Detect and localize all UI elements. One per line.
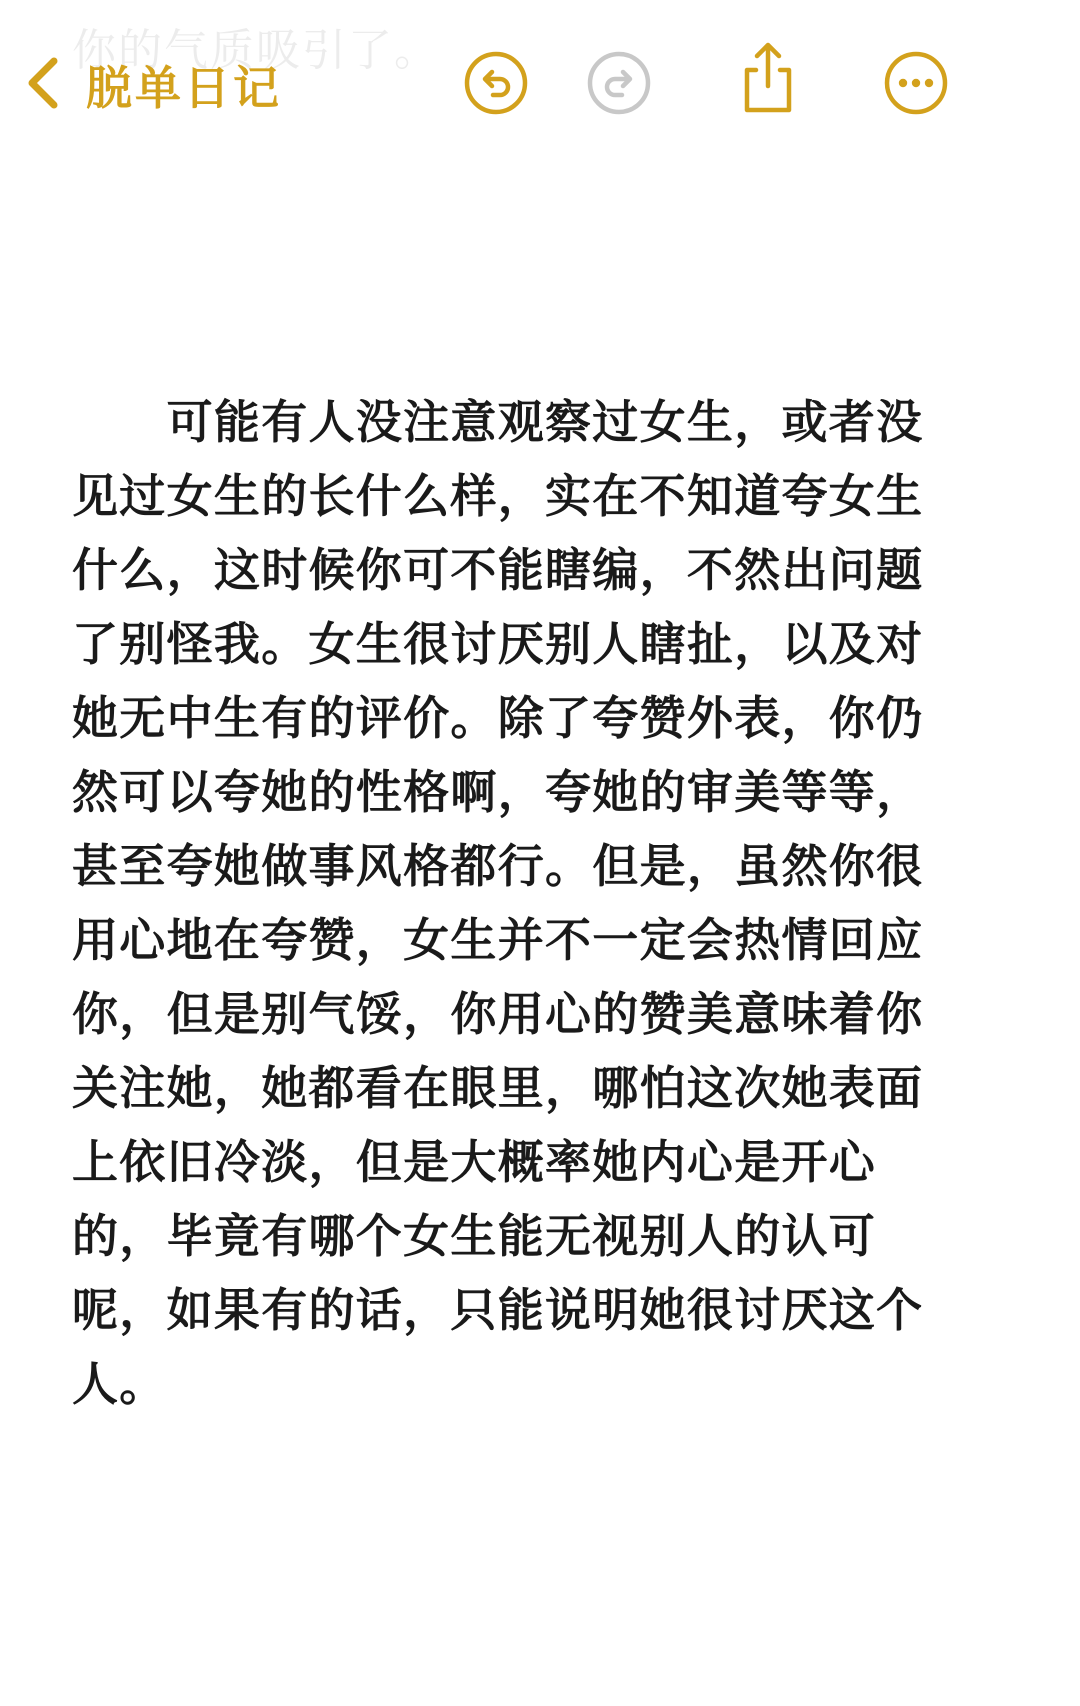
- note-line: 可能有人没注意观察过女生，或者没: [72, 395, 924, 449]
- chevron-left-icon: [24, 55, 64, 115]
- note-line: 用心地在夸赞，女生并不一定会热情回应: [72, 913, 924, 967]
- share-icon: [735, 40, 801, 116]
- note-line: 呢，如果有的话，只能说明她很讨厌这个: [72, 1283, 924, 1337]
- note-line: 你，但是别气馁，你用心的赞美意味着你: [72, 987, 924, 1041]
- note-line: 见过女生的长什么样，实在不知道夸女生: [72, 469, 924, 523]
- note-line: 人。: [72, 1357, 167, 1411]
- more-icon: [883, 50, 949, 116]
- undo-icon: [463, 50, 529, 116]
- note-line: 甚至夸她做事风格都行。但是，虽然你很: [72, 839, 924, 893]
- note-body[interactable]: [72, 385, 982, 1421]
- scrolled-title: 你的气质吸引了。: [72, 25, 440, 76]
- redo-button[interactable]: [586, 50, 652, 116]
- note-line: 什么，这时候你可不能瞎编，不然出问题: [72, 543, 924, 597]
- redo-icon: [586, 50, 652, 116]
- share-button[interactable]: [735, 40, 801, 116]
- undo-button[interactable]: [463, 50, 529, 116]
- note-line: 关注她，她都看在眼里，哪怕这次她表面: [72, 1061, 924, 1115]
- more-button[interactable]: [883, 50, 949, 116]
- note-line: 她无中生有的评价。除了夸赞外表，你仍: [72, 691, 924, 745]
- note-line: 然可以夸她的性格啊，夸她的审美等等，: [72, 765, 924, 819]
- note-line: 的，毕竟有哪个女生能无视别人的认可: [72, 1209, 877, 1263]
- back-button[interactable]: [24, 50, 282, 120]
- note-paragraph: [72, 385, 982, 1421]
- note-line: 上依旧冷淡，但是大概率她内心是开心: [72, 1135, 877, 1189]
- navigation-bar: [0, 0, 1080, 170]
- back-label: 脱单日记: [86, 61, 282, 115]
- note-line: 了别怪我。女生很讨厌别人瞎扯，以及对: [72, 617, 924, 671]
